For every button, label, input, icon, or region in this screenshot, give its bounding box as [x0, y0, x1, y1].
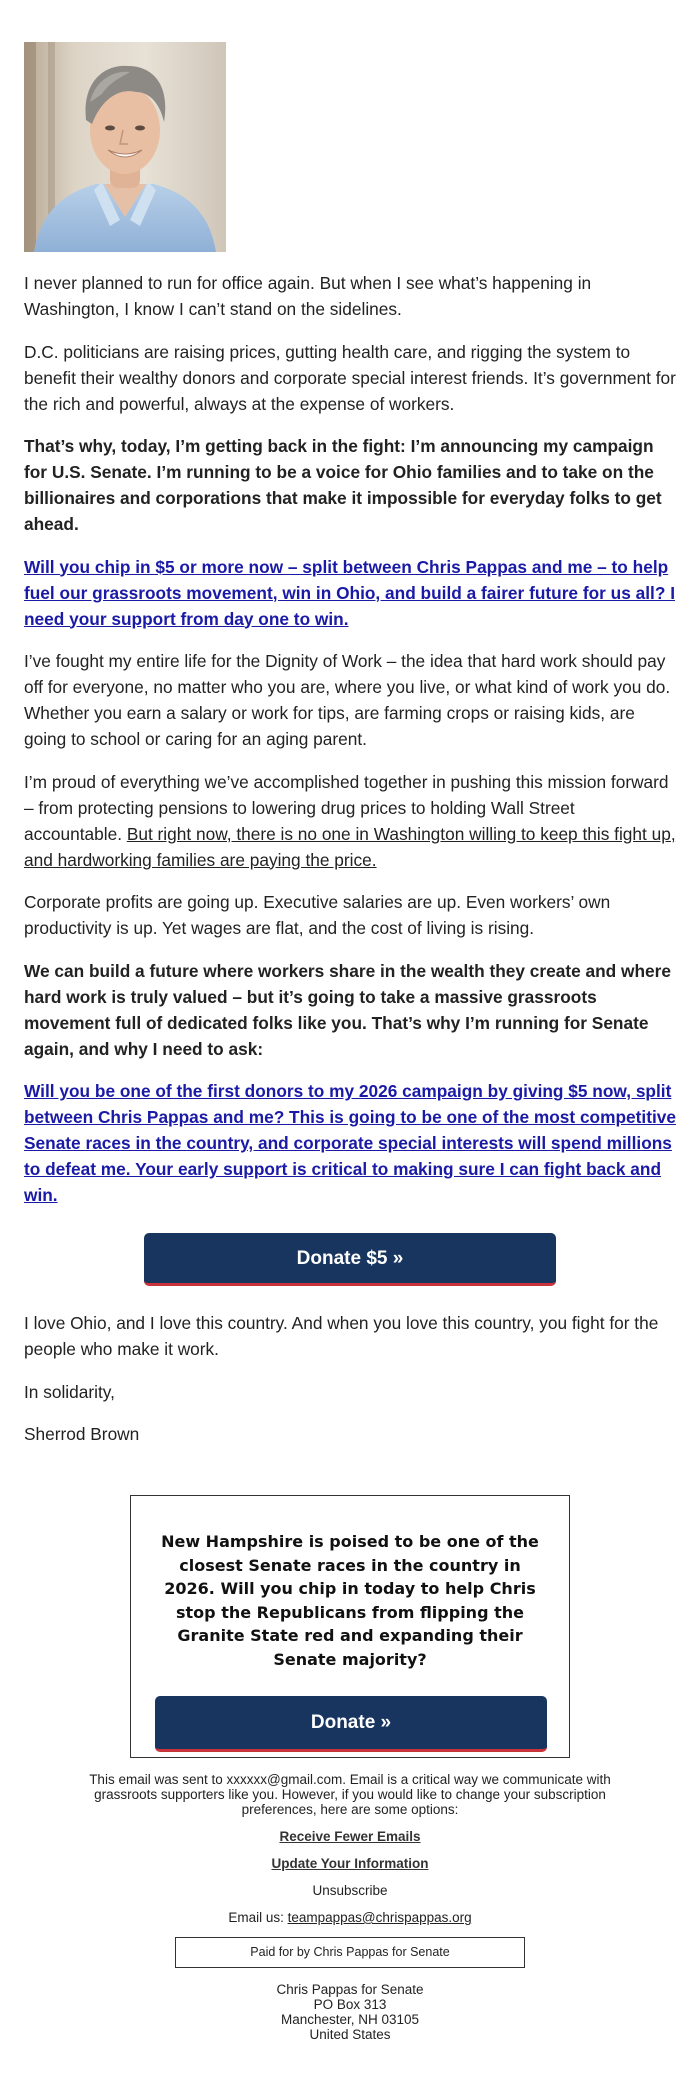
second-donate-ask	[24, 1078, 676, 1208]
wages-paragraph: Corporate profits are going up. Executive salaries are up. Even workers’ own productivity is up. Yet wages are flat, and the cost of living is rising.	[24, 892, 611, 938]
donate-button-row	[24, 1233, 676, 1286]
email-footer	[24, 1772, 676, 2042]
email-label: Email us:	[228, 1910, 288, 1925]
address-line: Manchester, NH 03105	[280, 2012, 420, 2027]
accomplishments-paragraph	[24, 769, 676, 873]
paid-for-disclaimer: Paid for by Chris Pappas for Senate	[175, 1937, 525, 1968]
signature: Sherrod Brown	[24, 1424, 140, 1444]
donate-5-button[interactable]: Donate $5 »	[144, 1233, 556, 1286]
address-line: United States	[309, 2027, 391, 2042]
first-donate-ask	[24, 554, 676, 632]
announcement-paragraph: That’s why, today, I’m getting back in the fight: I’m announcing my campaign for U.S. Senate. I’m running to be a voice for Ohio families and to take on the billionaires and corporations that make it impossible for everyday folks to get ahead.	[24, 436, 662, 534]
second-donate-link[interactable]: Will you be one of the first donors to my 2026 campaign by giving $5 now, split between Chris Pappas and me? This is going to be one of the most competitive Senate races in the country, and corporate special interests will spend millions to defeat me. Your early support is critical to making sure I can fight back and win.	[24, 1081, 676, 1205]
mailing-address	[24, 1982, 676, 2042]
contact-email-link[interactable]: teampappas@chrispappas.org	[287, 1910, 472, 1925]
intro-paragraph: I never planned to run for office again. But when I see what’s happening in Washington, I know I can’t stand on the sidelines.	[24, 273, 592, 319]
dignity-of-work-paragraph: I’ve fought my entire life for the Dignity of Work – the idea that hard work should pay off for everyone, no matter who you are, where you live, or what kind of work you do. Whether you earn a salary or work for tips, are farming crops or raising kids, are going to school or caring for an aging parent.	[24, 651, 671, 749]
underlined-statement: But right now, there is no one in Washington willing to keep this fight up, and hardworking families are paying the price.	[24, 823, 676, 870]
dc-politicians-paragraph: D.C. politicians are raising prices, gutting health care, and rigging the system to benefit their wealthy donors and corporate special interest friends. It’s government for the rich and powerful, always at the expense of workers.	[24, 341, 676, 414]
accomplishments-text: I’m proud of everything we’ve accomplished together in pushing this mission forward – from protecting pensions to lowering drug prices to holding Wall Street accountable.	[24, 771, 669, 844]
unsubscribe-link[interactable]: Unsubscribe	[312, 1883, 388, 1898]
promo-donate-button[interactable]: Donate »	[155, 1696, 547, 1752]
closing-paragraph: I love Ohio, and I love this country. And when you love this country, you fight for the people who make it work.	[24, 1313, 659, 1359]
address-line: PO Box 313	[313, 1997, 387, 2012]
footer-intro: This email was sent to xxxxxx@gmail.com. Email is a critical way we communicate with grassroots supporters like you. However, if you would like to change your subscription preferences, here are some options:	[89, 1772, 611, 1817]
sign-off: In solidarity,	[24, 1381, 115, 1402]
receive-fewer-emails-link[interactable]: Receive Fewer Emails	[279, 1829, 421, 1844]
future-paragraph: We can build a future where workers share in the wealth they create and where hard work is truly valued – but it’s going to take a massive grassroots movement full of dedicated folks like you. That’s why I’m running for Senate again, and why I need to ask:	[24, 960, 671, 1059]
address-line: Chris Pappas for Senate	[276, 1982, 424, 1997]
promo-text: New Hampshire is poised to be one of the closest Senate races in the country in 2026. Will you chip in today to help Chris stop the Republicans from flipping the Granite State red and expanding their Senate majority?	[161, 1532, 539, 1669]
promo-box	[130, 1495, 570, 1758]
first-donate-link[interactable]: Will you chip in $5 or more now – split between Chris Pappas and me – to help fuel our grassroots movement, win in Ohio, and build a fairer future for us all? I need your support from day one to win.	[24, 556, 676, 629]
email-body	[24, 0, 676, 2042]
footer-email-line	[24, 1910, 676, 1925]
candidate-photo	[24, 42, 226, 252]
update-information-link[interactable]: Update Your Information	[271, 1856, 429, 1871]
